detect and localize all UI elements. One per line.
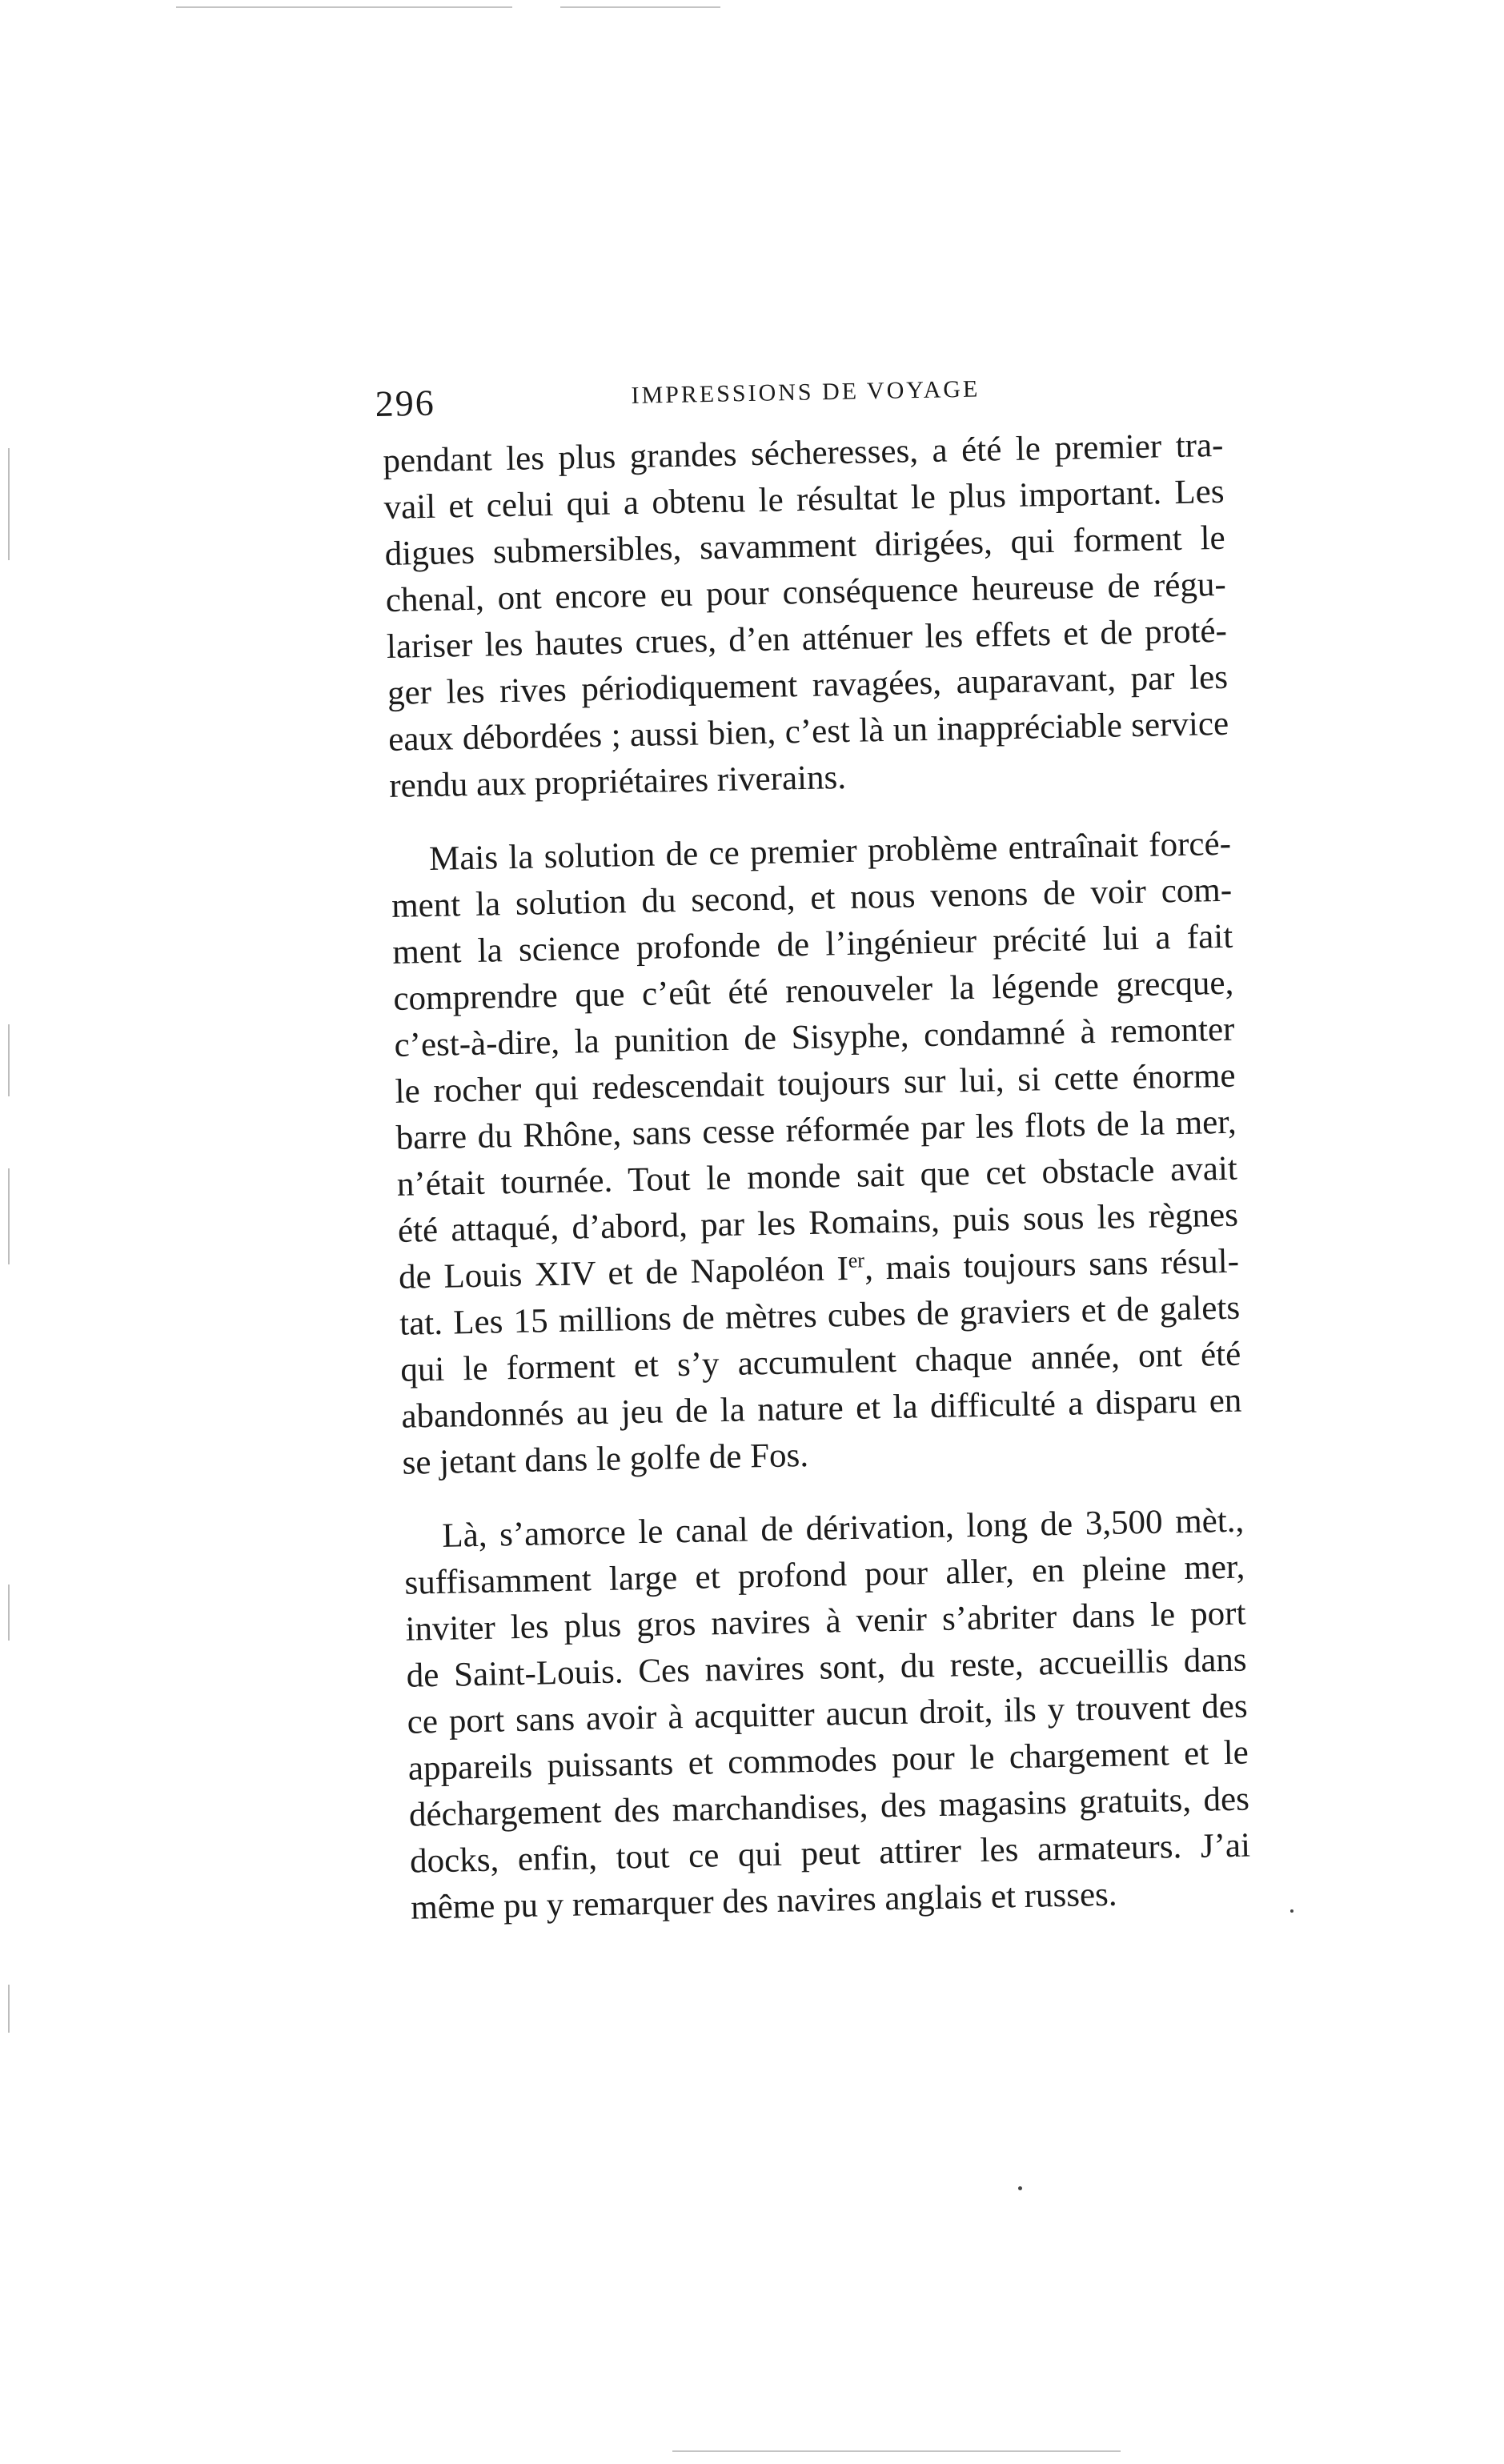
text-line: ment la solution du second, et nous venons de voir com- [391, 871, 1233, 925]
text-line: n’était tournée. Tout le monde sait que cet obstacle avait [396, 1149, 1238, 1204]
body-text [383, 422, 1268, 1931]
text-line: digues submersibles, savamment dirigées, qui forment le [384, 519, 1226, 573]
scan-artifact-bottom [672, 2450, 1121, 2452]
text-line: se jetant dans le golfe de Fos. [402, 1436, 809, 1482]
text-line: le rocher qui redescendait toujours sur lui, si cette énorme [395, 1056, 1236, 1111]
text-segment: , mais toujours sans résul- [864, 1242, 1240, 1288]
text-line: Mais la solution de ce premier problème entraînait forcé- [428, 824, 1232, 878]
text-line: de Saint-Louis. Ces navires sont, du reste, accueillis dans [406, 1641, 1247, 1695]
text-line: tat. Les 15 millions de mètres cubes de graviers et de galets [399, 1288, 1241, 1343]
text-line: inviter les plus gros navires à venir s’abriter dans le port [405, 1594, 1246, 1649]
scan-artifact-left [8, 448, 10, 560]
scan-artifact-left [8, 1585, 10, 1641]
text-line: pendant les plus grandes sécheresses, a été le premier tra- [383, 426, 1224, 480]
ink-speck [1018, 2186, 1022, 2190]
text-line: rendu aux propriétaires riverains. [388, 758, 847, 805]
text-line: ger les rives périodiquement ravagées, auparavant, par les [387, 658, 1229, 712]
page-number: 296 [375, 382, 436, 424]
text-line: c’est-à-dire, la punition de Sisyphe, condamné à remonter [394, 1010, 1235, 1064]
text-line: appareils puissants et commodes pour le chargement et le [407, 1733, 1249, 1788]
text-line: eaux débordées ; aussi bien, c’est là un inappréciable service [387, 704, 1229, 759]
text-line: barre du Rhône, sans cesse réformée par les flots de la mer, [395, 1103, 1237, 1157]
text-line: docks, enfin, tout ce qui peut attirer les armateurs. J’ai [409, 1826, 1251, 1881]
scan-artifact-left [8, 1024, 10, 1096]
text-line: été attaqué, d’abord, par les Romains, puis sous les règnes [397, 1196, 1239, 1250]
paragraph [391, 820, 1259, 1486]
scan-artifact-top [176, 6, 512, 8]
text-line: suffisamment large et profond pour aller, en pleine mer, [404, 1548, 1245, 1602]
superscript: er [848, 1248, 865, 1272]
text-line: lariser les hautes crues, d’en atténuer les effets et de proté- [386, 611, 1228, 666]
scan-artifact-left [8, 1985, 10, 2033]
text-segment: de Louis XIV et de Napoléon I [398, 1250, 849, 1296]
ink-speck [1290, 1909, 1293, 1913]
text-line: chenal, ont encore eu pour conséquence heureuse de régu- [385, 565, 1227, 619]
text-line: ment la science profonde de l’ingénieur précité lui a fait [391, 917, 1233, 972]
text-line: même pu y remarquer des navires anglais et russes. [410, 1875, 1117, 1927]
text-line: abandonnés au jeu de la nature et la difficulté a disparu en [401, 1381, 1242, 1436]
text-line: ce port sans avoir à acquitter aucun droit, ils y trouvent des [407, 1687, 1249, 1741]
text-line: vail et celui qui a obtenu le résultat le plus important. Les [383, 472, 1225, 527]
text-line: déchargement des marchandises, des magasins gratuits, des [408, 1780, 1250, 1834]
paragraph [383, 422, 1246, 809]
paragraph [403, 1497, 1268, 1931]
scan-artifact-left [8, 1168, 10, 1264]
running-title: IMPRESSIONS DE VOYAGE [631, 375, 981, 409]
text-line: qui le forment et s’y accumulent chaque année, ont été [399, 1335, 1241, 1389]
text-line: Là, s’amorce le canal de dérivation, long de 3,500 mèt., [441, 1501, 1245, 1555]
text-line: comprendre que c’eût été renouveler la légende grecque, [392, 964, 1234, 1018]
scan-artifact-top [560, 6, 720, 8]
running-head [375, 360, 1224, 432]
